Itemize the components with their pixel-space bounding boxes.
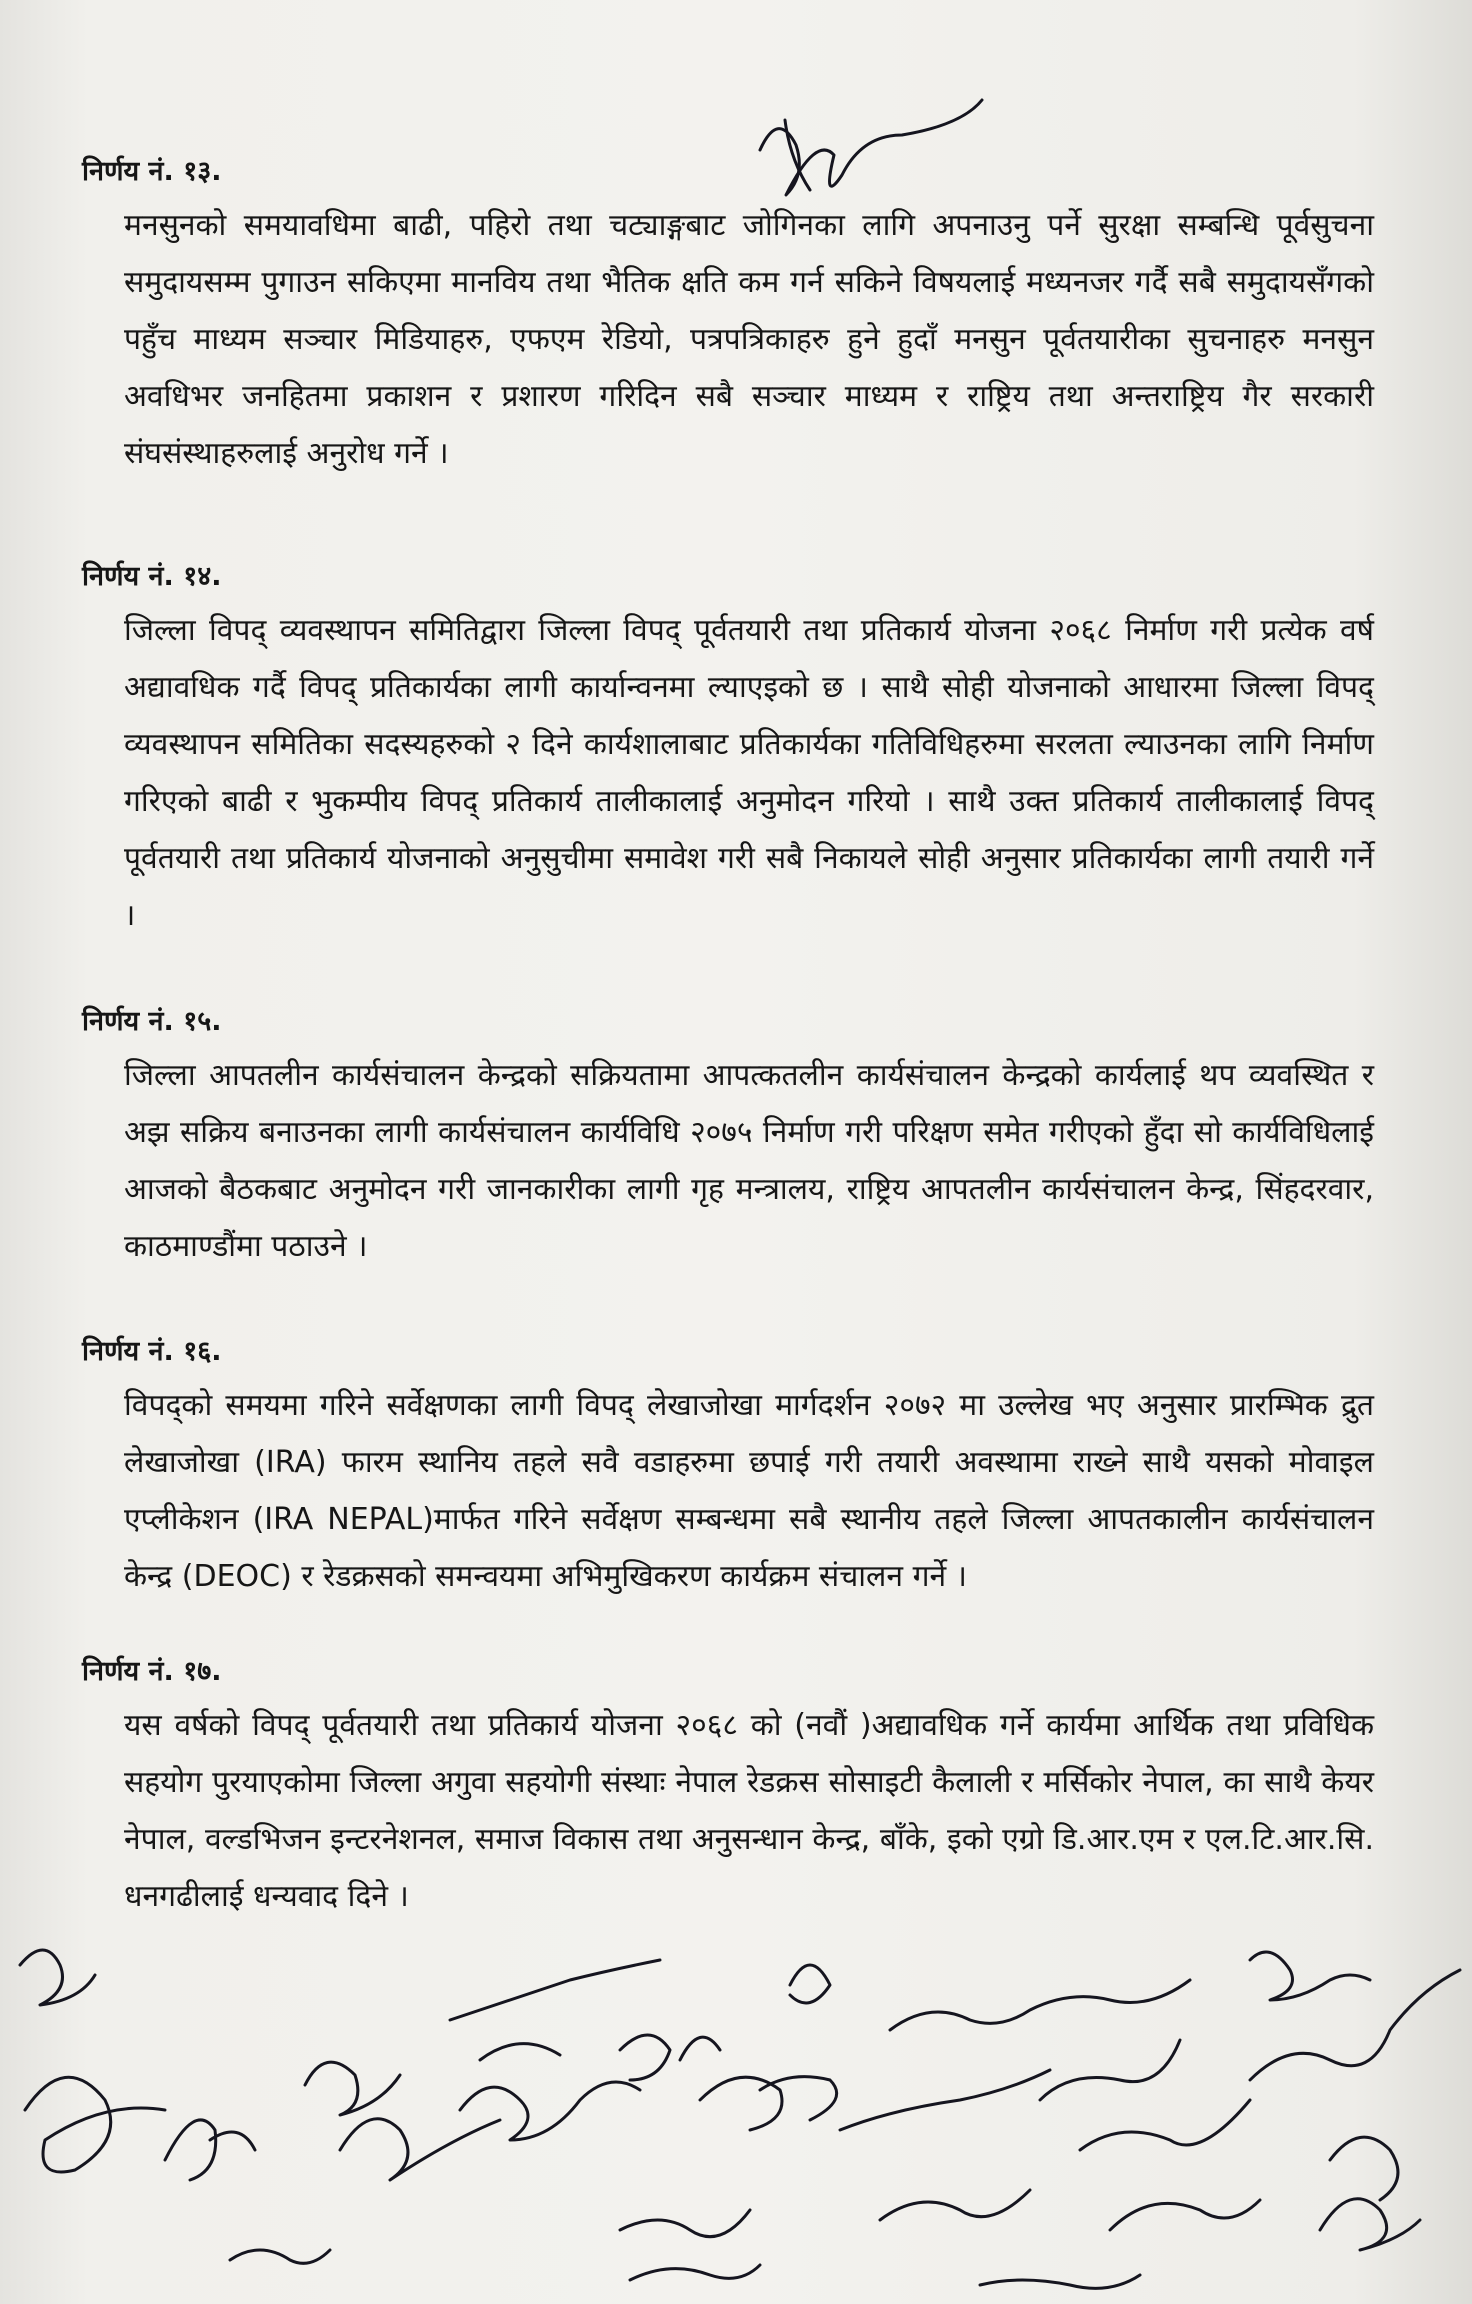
decision-15-heading: निर्णय नं. १५.	[82, 1006, 222, 1037]
signature-20	[880, 2190, 1030, 2220]
decision-15	[82, 1005, 1382, 1275]
decision-17	[82, 1655, 1382, 1925]
signature-12	[890, 1980, 1190, 2030]
signature-11	[760, 2077, 837, 2120]
signature-24	[980, 2275, 1140, 2288]
decision-17-heading: निर्णय नं. १७.	[82, 1656, 222, 1687]
decision-14	[82, 560, 1382, 944]
signature-23	[630, 2265, 760, 2280]
decision-16-text: विपद्को समयमा गरिने सर्वेक्षणका लागी विपद् लेखाजोखा मार्गदर्शन २०७२ मा उल्लेख भए अनुसार प्रारम्भिक द्रुत लेखाजोखा (IRA) फारम स्थानिय तहले सवै वडाहरुमा छपाई गरी तयारी अवस्थामा राख्ने साथै यसको मोवाइल एप्लीकेशन (IRA NEPAL)मार्फत गरिने सर्वेक्षण सम्बन्धमा सबै स्थानीय तहले जिल्ला आपतकालीन कार्यसंचालन केन्द्र (DEOC) र रेडक्रसको समन्वयमा अभिमुखिकरण कार्यक्रम संचालन गर्ने ।	[124, 1388, 1374, 1594]
signature-3	[165, 2120, 255, 2180]
signature-25	[230, 2250, 330, 2263]
decision-16	[82, 1335, 1382, 1605]
decision-16-heading: निर्णय नं. १६.	[82, 1336, 222, 1367]
signature-9	[700, 2077, 782, 2130]
signature-7	[460, 2082, 640, 2140]
signature-14	[1040, 2040, 1180, 2100]
signature-10	[790, 1965, 830, 2003]
decision-13-text: मनसुनको समयावधिमा बाढी, पहिरो तथा चट्याङ्गबाट जोगिनका लागि अपनाउनु पर्ने सुरक्षा सम्बन्धि पूर्वसुचना समुदायसम्म पुगाउन सकिएमा मानविय तथा भैतिक क्षति कम गर्न सकिने विषयलाई मध्यनजर गर्दै सबै समुदायसँगको पहुँच माध्यम सञ्चार मिडियाहरु, एफएम रेडियो, पत्रपत्रिकाहरु हुने हुदाँ मनसुन पूर्वतयारीका सुचनाहरु मनसुन अवधिभर जनहितमा प्रकाशन र प्रशारण गरिदिन सबै सञ्चार माध्यम र राष्ट्रिय तथा अन्तराष्ट्रिय गैर सरकारी संघसंस्थाहरुलाई अनुरोध गर्ने ।	[124, 208, 1374, 471]
signature-16	[1250, 1952, 1370, 2000]
signature-13	[840, 2070, 1050, 2130]
decision-13-heading: निर्णय नं. १३.	[82, 156, 222, 187]
signature-4	[305, 2062, 400, 2115]
signature-18	[1330, 2137, 1398, 2200]
decision-17-text: यस वर्षको विपद् पूर्वतयारी तथा प्रतिकार्य योजना २०६८ को (नवौं )अद्यावधिक गर्ने कार्यमा आर्थिक तथा प्रविधिक सहयोग पुरयाएकोमा जिल्ला अगुवा सहयोगी संस्थाः नेपाल रेडक्रस सोसाइटी कैलाली र मर्सिकोर नेपाल, का साथै केयर नेपाल, वल्डभिजन इन्टरनेशनल, समाज विकास तथा अनुसन्धान केन्द्र, बाँके, इको एग्रो डि.आर.एम र एल.टि.आर.सि. धनगढीलाई धन्यवाद दिने ।	[124, 1708, 1374, 1914]
decision-15-text: जिल्ला आपतलीन कार्यसंचालन केन्द्रको सक्रियतामा आपत्कतलीन कार्यसंचालन केन्द्रको कार्यलाई थप व्यवस्थित र अझ सक्रिय बनाउनका लागी कार्यसंचालन कार्यविधि २०७५ निर्माण गरी परिक्षण समेत गरीएको हुँदा सो कार्यविधिलाई आजको बैठकबाट अनुमोदन गरी जानकारीका लागी गृह मन्त्रालय, राष्ट्रिय आपतलीन कार्यसंचालन केन्द्र, सिंहदरवार, काठमाण्डौंमा पठाउने ।	[124, 1058, 1374, 1264]
decision-14-heading: निर्णय नं. १४.	[82, 561, 222, 592]
signature-21	[1110, 2200, 1260, 2230]
signature-15	[1080, 2100, 1250, 2150]
decision-14-text: जिल्ला विपद् व्यवस्थापन समितिद्वारा जिल्ला विपद् पूर्वतयारी तथा प्रतिकार्य योजना २०६८ निर्माण गरी प्रत्येक वर्ष अद्यावधिक गर्दै विपद् प्रतिकार्यका लागी कार्यान्वनमा ल्याएइको छ । साथै सोही योजनाको आधारमा जिल्ला विपद् व्यवस्थापन समितिका सदस्यहरुको २ दिने कार्यशालाबाट प्रतिकार्यका गतिविधिहरुमा सरलता ल्याउनका लागि निर्माण गरिएको बाढी र भुकम्पीय विपद् प्रतिकार्य तालीकालाई अनुमोदन गरियो । साथै उक्त प्रतिकार्य तालीकालाई विपद् पूर्वतयारी तथा प्रतिकार्य योजनाको अनुसुचीमा समावेश गरी सबै निकायले सोही अनुसार प्रतिकार्यका लागी तयारी गर्ने ।	[124, 613, 1374, 933]
signature-1	[20, 1950, 95, 2005]
signature-8	[620, 2035, 720, 2080]
signature-5	[340, 2119, 500, 2180]
decision-13	[82, 155, 1382, 482]
signature-19	[620, 2210, 750, 2237]
signature-17	[1250, 1970, 1460, 2080]
signature-6	[450, 1960, 660, 2060]
signature-2	[25, 2077, 165, 2172]
signature-22	[1320, 2199, 1420, 2250]
